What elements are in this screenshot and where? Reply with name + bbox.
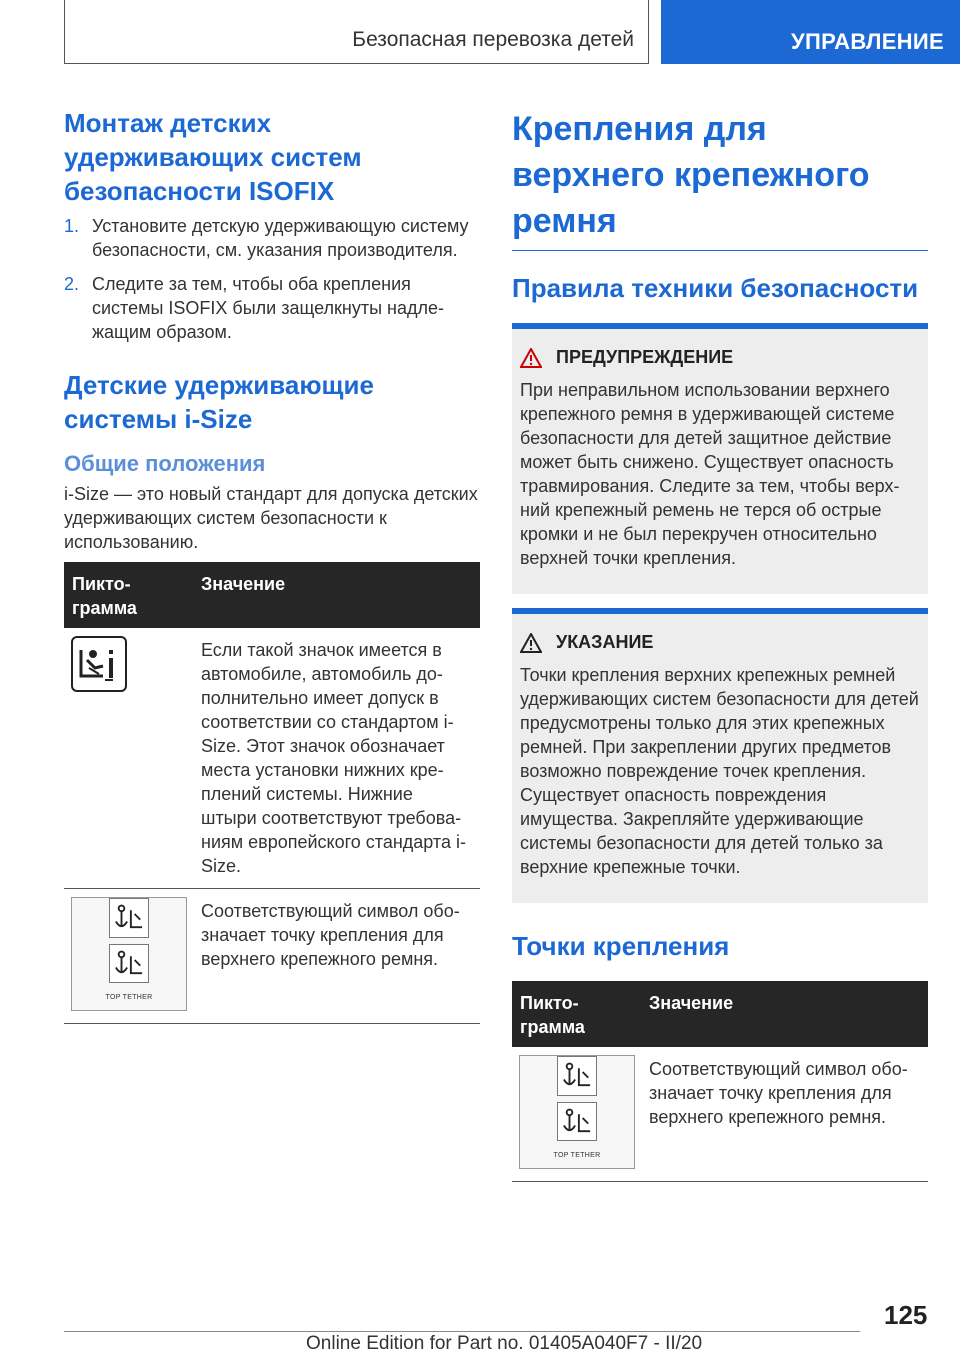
- general-heading: Общие положения: [64, 451, 266, 476]
- tether-anchor-icon: [109, 944, 149, 984]
- safety-heading: Правила техники безопасности: [512, 273, 919, 303]
- page-number: 125: [884, 1300, 928, 1330]
- anchor-table: [512, 981, 928, 1182]
- edition-text: Online Edition for Part no. 01405A040F7 - II/20: [306, 1333, 703, 1354]
- table-row: [512, 1047, 928, 1182]
- warning-box: [512, 323, 928, 594]
- header-section-box: [64, 0, 649, 64]
- table-row: [64, 889, 480, 1024]
- warning-title: ПРЕДУПРЕЖДЕНИЕ: [556, 347, 734, 367]
- heading-rule: [512, 250, 928, 251]
- tether-anchor-icon: [557, 1056, 597, 1096]
- table-cell-text: Соответствующий символ обозначает точку крепления для верхнего крепежного ремня.: [641, 1047, 928, 1182]
- table-header-meaning: Значение: [641, 981, 928, 1047]
- tether-anchor-icon: [557, 1102, 597, 1142]
- tether-heading: Крепления для верхнего крепежного ремня: [512, 110, 870, 240]
- table-cell-icon: [512, 1047, 641, 1182]
- isize-table: [64, 562, 480, 1024]
- warning-content: [512, 329, 928, 594]
- isize-seat-icon-graphic: [75, 642, 123, 686]
- warning-triangle-icon: [520, 633, 542, 653]
- header-chapter-label: УПРАВЛЕНИЕ: [791, 29, 944, 54]
- table-cell-icon: [64, 889, 193, 1024]
- tether-anchor-icon: [109, 898, 149, 938]
- step-text: Следите за тем, чтобы оба крепления системы ISOFIX были защелкнуты надлежащим образом.: [92, 274, 444, 342]
- step-number: 1.: [64, 216, 80, 236]
- left-column: [64, 106, 480, 1024]
- step-number: 2.: [64, 274, 80, 294]
- warning-text: При неправильном использовании верхнего крепежного ремня в удерживающей системе безопасности для детей защитное действие может быть снижено. Существует опасность травмирования. Следите за тем, чтобы верхний крепежный ремень не терся об острые кромки и не был перекручен относительно верхней точки крепления.: [520, 380, 900, 568]
- table-header-pictogram: Пиктограмма: [64, 562, 193, 628]
- table-header-row: [64, 562, 480, 628]
- top-tether-icon: [519, 1055, 635, 1169]
- table-cell-text: Соответствующий символ обозначает точку крепления для верхнего крепежного ремня.: [193, 889, 480, 1024]
- header-section-title: Безопасная перевозка детей: [352, 28, 634, 51]
- table-header-row: [512, 981, 928, 1047]
- notice-title: УКАЗАНИЕ: [556, 632, 654, 652]
- header-chapter-tab[interactable]: [661, 0, 960, 64]
- notice-title-row: [520, 632, 920, 653]
- top-tether-icon: [71, 897, 187, 1011]
- right-column: [512, 106, 928, 1182]
- top-tether-caption: TOP TETHER: [553, 1152, 601, 1159]
- footer-rule: [64, 1331, 860, 1332]
- isize-heading: Детские удерживающие системы i-Size: [64, 370, 374, 434]
- step-item: [64, 214, 480, 262]
- warning-title-row: [520, 347, 920, 368]
- table-row: [64, 628, 480, 889]
- notice-text: Точки крепления верхних крепежных ремней удерживающих систем безопасности для детей предусмотрены только для этих крепежных ремней. При закреплении других предметов возможно повреждение точек крепления. Существует опасность повреждения имущества. Закрепляйте удерживающие системы безопасности для детей только за верхние крепежные точки.: [520, 665, 919, 877]
- general-text: i-Size — это новый стандарт для допуска детских удерживающих систем безопасности к использованию.: [64, 484, 478, 552]
- step-item: [64, 272, 480, 344]
- isofix-steps: [64, 214, 480, 344]
- warning-triangle-icon: [520, 348, 542, 368]
- notice-box: [512, 608, 928, 903]
- table-header-meaning: Значение: [193, 562, 480, 628]
- isize-seat-icon: [71, 636, 127, 692]
- table-header-pictogram: Пиктограмма: [512, 981, 641, 1047]
- table-cell-text: Если такой значок имеется в автомобиле, автомобиль дополнительно имеет допуск в соответствии со стандартом i-Size. Этот значок обозначает места установки нижних креплений системы. Нижние штыри соответствуют требованиям европейского стандарта i-Size.: [193, 628, 480, 889]
- isofix-heading: Монтаж детских удерживающих систем безопасности ISOFIX: [64, 108, 362, 206]
- top-tether-caption: TOP TETHER: [105, 994, 153, 1001]
- anchor-heading: Точки крепления: [512, 931, 730, 961]
- step-text: Установите детскую удерживающую систему безопасности, см. указания производителя.: [92, 216, 469, 260]
- table-cell-icon: [64, 628, 193, 889]
- notice-content: [512, 614, 928, 903]
